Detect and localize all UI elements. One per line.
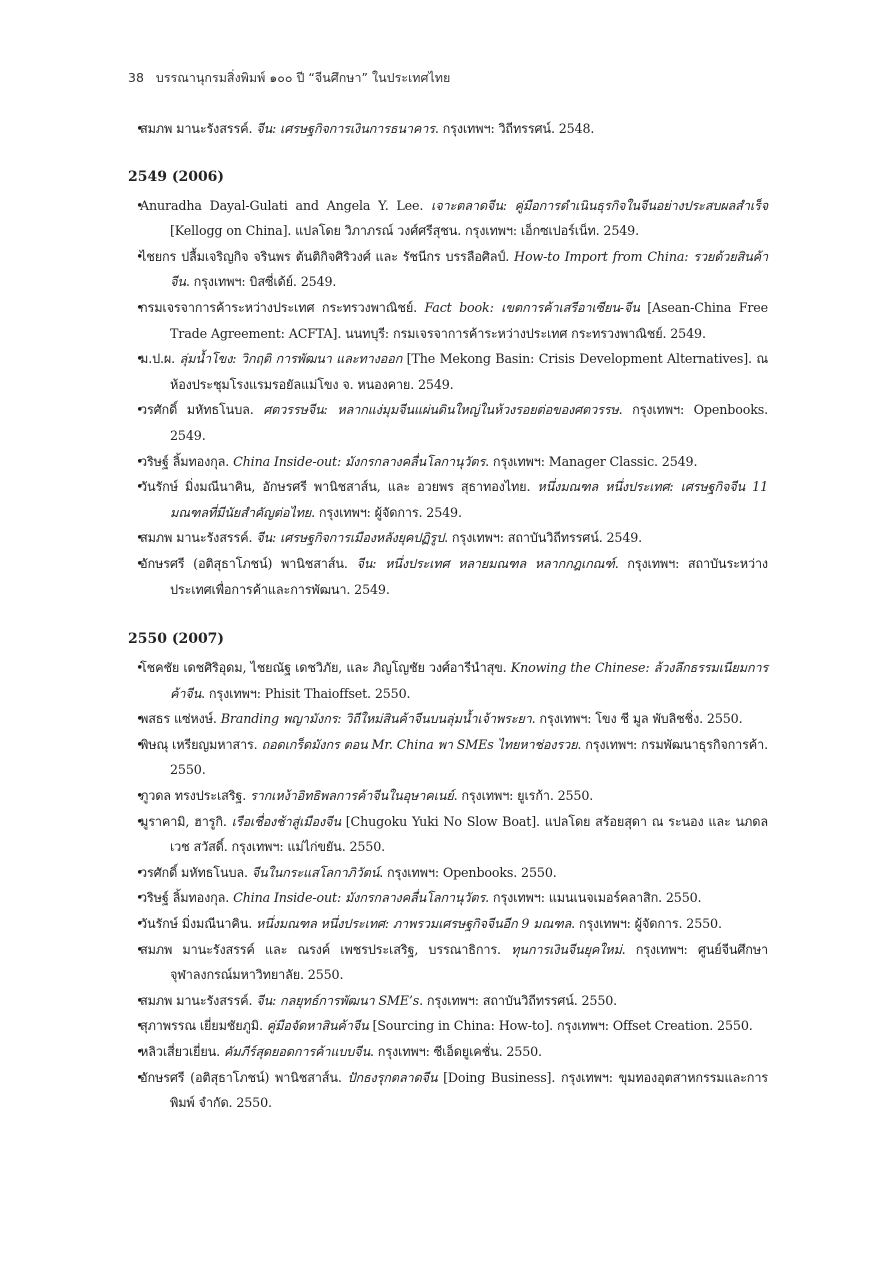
entry-text: [Doing Business]. กรุงเทพฯ: ขุมทองอุตสาหกรรมและการพิมพ์ จำกัด. 2550.	[170, 1069, 768, 1111]
entry-text: วันรักษ์ มิ่งมณีนาคิน.	[140, 916, 257, 932]
entry-text: [Asean-China Free Trade Agreement: ACFTA]. นนทบุรี: กรมเจรจาการค้าระหว่างประเทศ กระทรวงพาณิชย์. 2549.	[170, 299, 768, 341]
entry-text: . กรุงเทพฯ: โขง ชี มูล พับลิชชิ่ง. 2550.	[531, 711, 743, 727]
bibliography-entry	[128, 655, 768, 706]
entry-title: จีน: หนึ่งประเทศ หลายมณฑล หลากกฎเกณฑ์	[356, 555, 615, 571]
entry-text: [Kellogg on China]. แปลโดย วิภาภรณ์ วงศ์ศรีสุชน. กรุงเทพฯ: เอ็กซเปอร์เน็ท. 2549.	[170, 223, 639, 239]
entry-text: . กรุงเทพฯ: สถาบันระหว่างประเทศเพื่อการค้าและการพัฒนา. 2549.	[170, 555, 768, 597]
entry-text: . กรุงเทพฯ: แมนเนจเมอร์คลาสิก. 2550.	[485, 890, 702, 906]
entry-text: . กรุงเทพฯ: สถาบันวิถีทรรศน์. 2549.	[444, 530, 643, 546]
entry-text: สมภพ มานะรังสรรค์.	[140, 992, 257, 1008]
entry-title: China Inside-out: มังกรกลางคลื่นโลกานุวัตร	[233, 890, 486, 906]
bibliography-entry	[128, 449, 768, 475]
entry-list	[128, 655, 768, 1116]
entry-text: . กรุงเทพฯ: Phisit Thaioffset. 2550.	[201, 685, 411, 701]
bibliography-entry	[128, 809, 768, 860]
entry-text: วันรักษ์ มิ่งมณีนาคิน, อักษรศรี พานิชสาส์น, และ อวยพร สุธาทองไทย.	[140, 479, 538, 495]
entry-title: คู่มือจัดหาสินค้าจีน	[266, 1018, 369, 1034]
entry-text: กรมเจรจาการค้าระหว่างประเทศ กระทรวงพาณิชย์.	[140, 299, 425, 315]
entry-text: Anuradha Dayal-Gulati and Angela Y. Lee.	[140, 197, 432, 213]
bibliography-entry	[128, 706, 768, 732]
bibliography-entry	[128, 397, 768, 448]
entry-title: Branding พญามังกร: วิถีใหม่สินค้าจีนบนลุ่มน้ำเจ้าพระยา	[220, 711, 532, 727]
entry-title: รากเหง้าอิทธิพลการค้าจีนในอุษาคเนย์	[250, 788, 454, 804]
bibliography-entry	[128, 860, 768, 886]
entry-text: สมภพ มานะรังสรรค์.	[140, 530, 257, 546]
entry-text: . กรุงเทพฯ: กรมพัฒนาธุรกิจการค้า. 2550.	[170, 736, 768, 778]
bibliography-entry	[128, 1065, 768, 1116]
entry-title: ศตวรรษจีน: หลากแง่มุมจีนแผ่นดินใหญ่ในห้วงรอยต่อของศตวรรษ	[263, 402, 619, 418]
entry-text: [The Mekong Basin: Crisis Development Alternatives]. ณ ห้องประชุมโรงแรมรอยัลแม่โขง จ. หนองคาย. 2549.	[170, 351, 768, 392]
entry-text: ไชยกร ปลื้มเจริญกิจ จรินพร ต้นติกิจศิริวงศ์ และ รัชนีกร บรรลือศิลป์.	[140, 248, 515, 264]
bibliography-section	[128, 116, 768, 142]
entry-title: Knowing the Chinese: ล้วงลึกธรรมเนียมการค้าจีน	[170, 660, 768, 701]
entry-text: วรศักดิ์ มหัทธโนบล.	[140, 864, 252, 880]
entry-title: จีนในกระแสโลกาภิวัตน์	[251, 864, 380, 880]
bibliography-entry	[128, 732, 768, 783]
entry-text: วริษฐ์ ลิ้มทองกุล.	[140, 890, 234, 906]
entry-title: จีน: กลยุทธ์การพัฒนา SME’s	[256, 992, 420, 1008]
page-number: 38	[128, 70, 144, 85]
bibliography-entry	[128, 1039, 768, 1065]
bibliography-entry	[128, 885, 768, 911]
entry-list	[128, 116, 768, 142]
entry-title: ปักธงรุกตลาดจีน	[347, 1069, 438, 1085]
entry-text: สมภพ มานะรังสรรค์ และ ณรงค์ เพชรประเสริฐ, บรรณาธิการ.	[140, 941, 512, 957]
bibliography-entry	[128, 346, 768, 397]
entry-title: จีน: เศรษฐกิจการเมืองหลังยุคปฏิรูป	[256, 530, 445, 546]
entry-text: ม.ป.ผ.	[140, 351, 180, 367]
entry-text: [Sourcing in China: How-to]. กรุงเทพฯ: Offset Creation. 2550.	[368, 1018, 753, 1034]
entry-text: สมภพ มานะรังสรรค์.	[140, 121, 257, 136]
bibliography-entry	[128, 116, 768, 142]
entry-title: คัมภีร์สุดยอดการค้าแบบจีน	[223, 1044, 370, 1059]
entry-title: ทุนการเงินจีนยุคใหม่	[511, 941, 622, 957]
bibliography-section	[128, 628, 768, 1116]
bibliography-entry	[128, 525, 768, 551]
entry-title: ลุ่มน้ำโขง: วิกฤติ การพัฒนา และทางออก	[179, 351, 403, 367]
entry-title: เจาะตลาดจีน: คู่มือการดำเนินธุรกิจในจีนอย่างประสบผลสำเร็จ	[431, 197, 768, 213]
entry-text: สุภาพรรณ เยี่ยมชัยภูมิ.	[140, 1018, 267, 1034]
entry-text: . กรุงเทพฯ: ผู้จัดการ. 2550.	[571, 916, 722, 932]
entry-title: How-to Import from China: รวยด้วยสินค้าจีน	[170, 248, 768, 290]
entry-list	[128, 193, 768, 603]
entry-text: . กรุงเทพฯ: Openbooks. 2550.	[379, 864, 557, 880]
entry-text: . กรุงเทพฯ: บิสซี่เด้ย์. 2549.	[185, 274, 337, 290]
entry-text: [Chugoku Yuki No Slow Boat]. แปลโดย สร้อยสุดา ณ ระนอง และ นภดลเวช สวัสดิ์. กรุงเทพฯ: แม่ไก่ขยัน. 2550.	[170, 813, 768, 855]
entry-title: Fact book: เขตการค้าเสรีอาเซียน-จีน	[424, 299, 640, 315]
bibliography-entry	[128, 244, 768, 295]
bibliography-entry	[128, 911, 768, 937]
entry-text: วริษฐ์ ลิ้มทองกุล.	[140, 453, 234, 469]
entry-text: . กรุงเทพฯ: ยูเรก้า. 2550.	[453, 788, 594, 804]
entry-text: อักษรศรี (อติสุธาโภชน์) พานิชสาส์น.	[140, 1069, 348, 1085]
entry-text: พสธร แซ่หงษ์.	[140, 711, 221, 727]
entry-title: หนึ่งมณฑล หนึ่งประเทศ: เศรษฐกิจจีน 11 มณฑลที่มีนัยสำคัญต่อไทย	[170, 479, 768, 520]
bibliography-section	[128, 166, 768, 603]
entry-title: เรือเชื่องช้าสู่เมืองจีน	[231, 813, 341, 829]
book-title: บรรณานุกรมสิ่งพิมพ์ ๑๐๐ ปี “จีนศึกษา” ในประเทศไทย	[155, 70, 451, 85]
entry-text: มูราคามิ, ฮารูกิ.	[140, 813, 232, 829]
bibliography-entry	[128, 193, 768, 244]
bibliography-entry	[128, 1013, 768, 1039]
bibliography-entry	[128, 988, 768, 1014]
bibliography-entry	[128, 295, 768, 346]
running-header	[128, 68, 450, 88]
entry-text: . กรุงเทพฯ: สถาบันวิถีทรรศน์. 2550.	[419, 992, 618, 1008]
entry-text: โชคชัย เดชศิริอุดม, ไชยณัฐ เดชวิภัย, และ ภิญโญชัย วงศ์อารีนำสุข.	[140, 660, 511, 676]
entry-text: พิษณุ เหรียญมหาสาร.	[140, 736, 262, 752]
year-heading: 2550 (2007)	[128, 631, 225, 648]
entry-text: ภูวดล ทรงประเสริฐ.	[140, 788, 251, 804]
entry-title: หนึ่งมณฑล หนึ่งประเทศ: ภาพรวมเศรษฐกิจจีนอีก 9 มณฑล	[256, 916, 572, 932]
year-heading: 2549 (2006)	[128, 168, 225, 185]
entry-text: . กรุงเทพฯ: Manager Classic. 2549.	[485, 453, 698, 469]
entry-text: หลิวเสี่ยวเยี่ยน.	[140, 1044, 224, 1059]
entry-title: ถอดเกร็ดมังกร ตอน Mr. China พา SMEs ไทยหาช่องรวย	[261, 736, 578, 752]
bibliography-content	[128, 116, 768, 1142]
entry-text: อักษรศรี (อติสุธาโภชน์) พานิชสาส์น.	[140, 555, 357, 571]
entry-text: . กรุงเทพฯ: ผู้จัดการ. 2549.	[311, 504, 462, 520]
entry-text: . กรุงเทพฯ: วิถีทรรศน์. 2548.	[434, 121, 595, 136]
bibliography-entry	[128, 551, 768, 602]
bibliography-entry	[128, 474, 768, 525]
bibliography-entry	[128, 783, 768, 809]
entry-title: จีน: เศรษฐกิจการเงินการธนาคาร	[256, 121, 435, 136]
entry-title: China Inside-out: มังกรกลางคลื่นโลกานุวัตร	[233, 453, 486, 469]
entry-text: วรศักดิ์ มหัทธโนบล.	[140, 402, 264, 418]
entry-text: . กรุงเทพฯ: ซีเอ็ดยูเคชั่น. 2550.	[370, 1044, 542, 1059]
entry-text: . กรุงเทพฯ: Openbooks. 2549.	[170, 402, 769, 443]
bibliography-entry	[128, 937, 768, 988]
entry-text: . กรุงเทพฯ: ศูนย์จีนศึกษา จุฬาลงกรณ์มหาวิทยาลัย. 2550.	[170, 941, 769, 983]
